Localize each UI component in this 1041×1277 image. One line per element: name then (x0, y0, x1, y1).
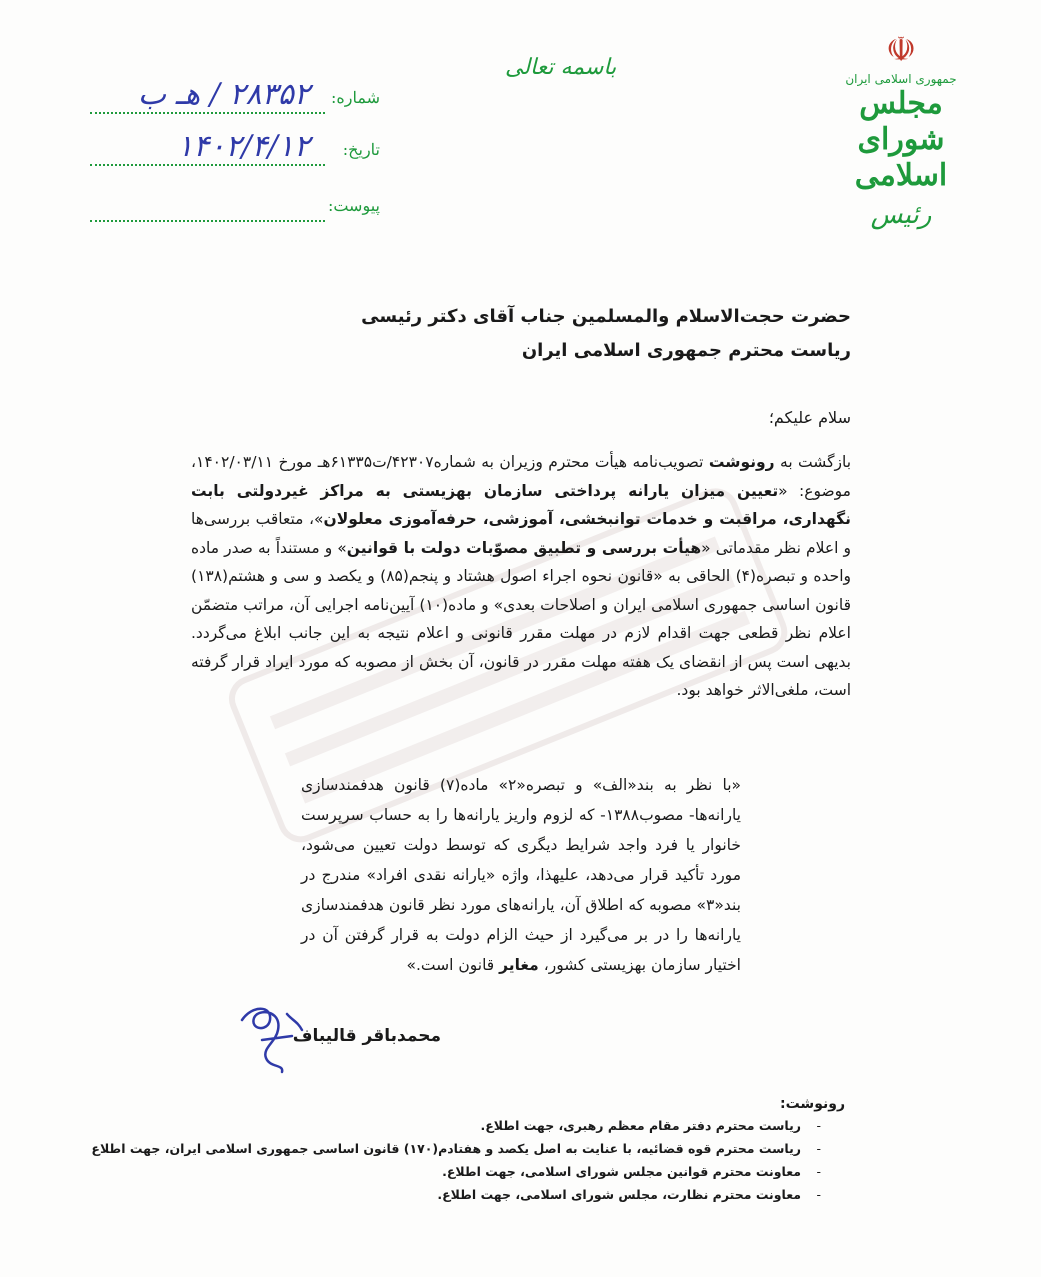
letterhead-parliament: مجلس شورای اسلامی (854, 86, 948, 193)
cc-item-text: ریاست محترم قوه قضائیه، با عنایت به اصل یکصد و هفتادم(۱۷۰) قانون اساسی جمهوری اسلامی ایران، جهت اطلاع (91, 1141, 801, 1156)
body-text-bold-d: تعیین میزان یارانه پرداختی سازمان بهزیستی به مراکز غیردولتی بابت نگهداری، مراقبت و خدمات توانبخشی، آموزشی، حرفه‌آموزی معلولان (191, 481, 851, 528)
body-text-bold-f: هیأت بررسی و تطبیق مصوّبات دولت با قوانین (346, 538, 702, 557)
cc-item (201, 1183, 821, 1206)
date-dotted-line (90, 164, 325, 166)
quote-text-bold-b: مغایر (499, 956, 539, 974)
cc-item (201, 1114, 821, 1137)
greeting: سلام علیکم؛ (768, 408, 851, 427)
cc-item-text: ریاست محترم دفتر مقام معظم رهبری، جهت اطلاع. (480, 1118, 801, 1133)
body-text-bold-b: رونوشت (708, 453, 775, 471)
cc-item-text: معاونت محترم نظارت، مجلس شورای اسلامی، جهت اطلاع. (437, 1187, 801, 1202)
addressee (151, 300, 851, 368)
number-label: شماره: (330, 88, 380, 107)
quoted-ruling (301, 770, 741, 980)
cc-title: رونوشت: (780, 1096, 845, 1112)
cc-bullet: - (816, 1164, 821, 1179)
attachment-dotted-line (90, 220, 325, 222)
meta-attachment-row (90, 196, 380, 226)
cc-bullet: - (816, 1118, 821, 1133)
cc-item (91, 1137, 821, 1160)
quote-text-a: «با نظر به بند«الف» و تبصره«۲» ماده(۷) قانون هدفمندسازی یارانه‌ها- مصوب۱۳۸۸- که لزوم واریز یارانه‌ها را به حساب سرپرست خانوار یا فرد واجد شرایط دیگری که توسط دولت تعیین می‌شود، مورد تأکید قرار می‌دهد، علیهذا، واژه «یارانه نقدی افراد» مندرج در بند«۳» مصوبه که اطلاق آن، یارانه‌های مورد نظر قانون هدفمندسازی یارانه‌ها را در بر می‌گیرد از حیث الزام دولت به قرار گرفتن آن در اختیار سازمان بهزیستی کشور، (301, 776, 741, 974)
number-value: ۲۸۳۵۲ / هـ ب (137, 77, 310, 112)
letterhead (841, 30, 961, 230)
number-dotted-line (90, 112, 325, 114)
letterhead-country: جمهوری اسلامی ایران (845, 72, 957, 86)
meta-number-row (90, 77, 380, 118)
body-text-g: » و مستنداً به صدر ماده واحده و تبصره(۴) الحاقی به «قانون نحوه اجراء اصول هشتاد و پنجم(۸۵) و یکصد و سی و هشتم(۱۳۸) قانون اساسی جمهوری اسلامی ایران و اصلاحات بعدی» و ماده(۱۰) آیین‌نامه اجرایی آن، مراتب متضمّن اعلام نظر قطعی جهت اقدام لازم در مهلت مقرر قانونی و اعلام نتیجه به این جانب ابلاغ می‌گردد. بدیهی است پس از انقضای یک هفته مهلت مقرر در قانون، آن بخش از مصوبه که مورد ایراد قرار گرفته است، ملغی‌الاثر خواهد بود. (191, 538, 851, 699)
cc-item (201, 1160, 821, 1183)
date-label: تاریخ: (342, 140, 380, 159)
quote-text-c: قانون است.» (406, 956, 500, 974)
meta-date-row (90, 129, 380, 170)
letterhead-office: رئیس (870, 200, 932, 230)
signer-name: محمدباقر قالیباف (292, 1026, 441, 1046)
date-value: ۱۴۰۲/۴/۱۲ (176, 129, 310, 164)
attachment-label: پیوست: (327, 196, 380, 215)
cc-bullet: - (816, 1141, 821, 1156)
body-paragraph (191, 448, 851, 705)
body-text-c: تصویب‌نامه هیأت محترم وزیران به شماره۴۲۳۰۷/ت۶۱۳۳۵هـ مورخ ۱۴۰۲/۰۳/۱۱، موضوع: « (191, 453, 851, 500)
cc-list (91, 1114, 821, 1206)
body-text-a: بازگشت به (774, 453, 852, 471)
letterhead-motto: باسمه تعالی (505, 55, 617, 80)
iran-emblem-icon: ☫ (885, 30, 917, 70)
body-text-e: »، متعاقب بررسی‌ها و اعلام نظر مقدماتی « (191, 510, 851, 557)
cc-item-text: معاونت محترم قوانین مجلس شورای اسلامی، جهت اطلاع. (442, 1164, 801, 1179)
addressee-line2: ریاست محترم جمهوری اسلامی ایران (521, 340, 851, 361)
cc-bullet: - (816, 1187, 821, 1202)
addressee-line1: حضرت حجت‌الاسلام والمسلمین جناب آقای دکتر رئیسی (361, 306, 851, 327)
